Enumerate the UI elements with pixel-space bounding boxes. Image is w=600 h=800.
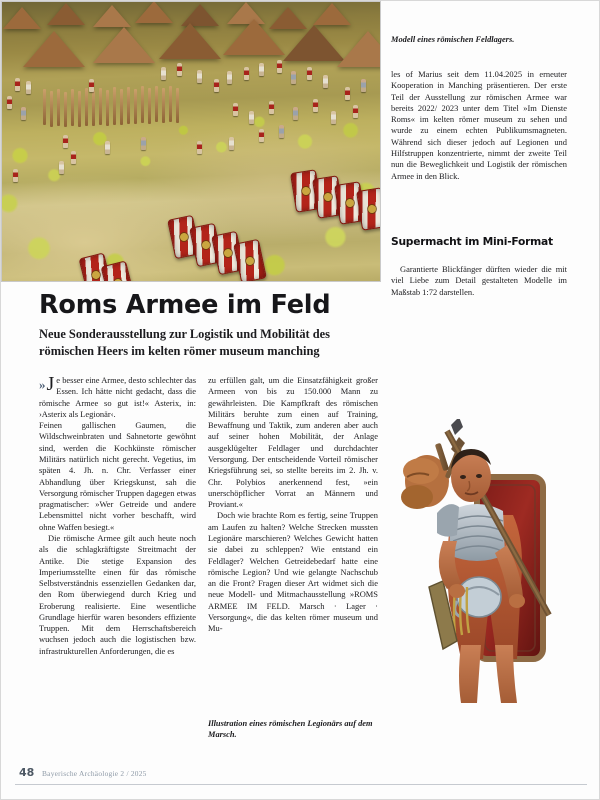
head (451, 449, 491, 502)
palisade-stake (106, 90, 109, 126)
palisade-stake (162, 88, 165, 123)
drop-cap: J (46, 373, 55, 395)
palisade-stake (64, 92, 67, 127)
tent-roof (93, 5, 131, 27)
tent-roof (47, 3, 85, 25)
miniature-figure (13, 169, 18, 182)
palisade-stake (92, 90, 95, 126)
miniature-figure (269, 101, 274, 114)
hand-right (509, 594, 525, 608)
palisade-stake (113, 87, 116, 125)
page-number: 48 (19, 766, 35, 779)
section-subhead: Supermacht im Mini-Format (391, 235, 553, 248)
page-title: Roms Armee im Feld (39, 290, 331, 320)
leg-left (459, 645, 481, 703)
palisade-stake (85, 88, 88, 126)
paragraph: Doch wie brachte Rom es fertig, seine Truppen am Laufen zu halten? Welche Strecken mussten Legionäre marschieren? Welches Gewicht hatten sie dabei zu schleppen? Wie entstand ein Feldlager? Welchen Getreidebedarf hatte eine römische Legion? Und wie gelangte Nachschub an die Front? Fragen dieser Art widmet sich die neue Modell- und Mitmachausstellung »ROMS ARMEE IM FELD. Marsch · Lager · Versorgung«, die das kelten römer museum und Mu- (208, 510, 378, 634)
text-column-3-continued (391, 264, 567, 298)
caption-legionary: Illustration eines römischen Legionärs auf dem Marsch. (208, 719, 373, 740)
miniature-figure (7, 96, 12, 109)
miniature-figure (105, 141, 110, 154)
legionary-illustration (399, 419, 583, 715)
camp-model-photo (1, 1, 381, 282)
miniature-figure (244, 67, 249, 80)
miniature-figure (277, 60, 282, 73)
palisade-stake (176, 88, 179, 123)
tent-roof (23, 31, 85, 67)
miniature-figure (26, 81, 31, 94)
lead-paragraph-text: e besser eine Armee, desto schlechter das Essen. Ich hätte nicht gedacht, dass die römische Armee so gut ist!« Asterix, in: ›Asterix als Legionär‹. (39, 375, 196, 419)
miniature-figure (293, 107, 298, 120)
paragraph: zu erfüllen galt, um die Einsatzfähigkeit großer Armeen von bis zu 150.000 Mann zu gewährleisten. Die Kampfkraft des römischen Militärs beruhte zum einen auf Training, Bewaffnung und Taktik, zum anderen aber auch auf seiner hohen Mobilität, der Anlage ausgeklügelter Feldlager und durchdachter Versorgung. Der entscheidende Vorteil römischer Kriegsführung sei, so stellte bereits im 2. Jh. v. Chr. Polybios anerkennend fest, »ein unerschöpflicher Vorrat an Männern und Proviant.« (208, 375, 378, 510)
tent-roof (159, 23, 221, 59)
text-column-3 (391, 69, 567, 182)
palisade-stake (120, 89, 123, 125)
miniature-figure (71, 151, 76, 164)
hand-left (449, 584, 465, 598)
miniature-figure (323, 75, 328, 88)
miniature-figure (249, 111, 254, 124)
lead-paragraph (39, 375, 196, 420)
miniature-figure (63, 135, 68, 148)
miniature-figure (161, 67, 166, 80)
miniature-figure (227, 71, 232, 84)
palisade-stake (127, 87, 130, 124)
palisade-stake (155, 86, 158, 122)
tent-roof (135, 1, 173, 23)
miniature-figure (259, 129, 264, 142)
miniature-figure (279, 125, 284, 138)
running-head: Bayerische Archäologie 2 / 2025 (42, 769, 147, 778)
palisade-stake (43, 89, 46, 125)
tent-roof (3, 7, 41, 29)
paragraph: Die römische Armee gilt auch heute noch als die schlagkräftigste Streitmacht der Antike. Die stetige Expansion des Imperiumsstellte einen für das römische Selbstverständnis essenziellen Gedanken dar, den Rom überwiegend durch Krieg und Eroberung realisierte. Eine wesentliche Grundlage hierfür waren besonders effiziente Truppen. Mit dem Herrschaftsbereich wuchsen jedoch auch die logistischen bzw. infrastrukturellen Anforderungen, die es (39, 532, 196, 656)
miniature-figure (59, 161, 64, 174)
miniature-figure (353, 105, 358, 118)
text-column-2 (208, 375, 378, 634)
palisade-stake (141, 86, 144, 123)
pilum-head (451, 419, 463, 435)
palisade-stake (57, 89, 60, 126)
palisade-stake (148, 88, 151, 124)
miniature-figure (197, 70, 202, 83)
palisade-stake (134, 89, 137, 124)
miniature-figure (361, 79, 366, 92)
miniature-figure (21, 107, 26, 120)
tent-roof (337, 31, 381, 67)
miniature-figure (307, 67, 312, 80)
palisade-stake (78, 91, 81, 127)
miniature-figure (313, 99, 318, 112)
tent-roof (313, 3, 351, 25)
footer-divider (15, 784, 587, 785)
miniature-figure (345, 87, 350, 100)
paragraph: les of Marius seit dem 11.04.2025 in erneuter Kooperation in Manching präsentieren. Der erste Teil der Ausstellung zur römischen Armee war bereits 2022/ 2023 unter dem Titel »Im Dienste Roms« im kelten römer museum zu sehen und wurde zu einem echten Publikumsmagneten. Während sich dieser jedoch auf Legionen und Hilfstruppen konzentrierte, nimmt der zweite Teil nun die Beweglichkeit und Logistik der römischen Armee in den Blick. (391, 69, 567, 181)
miniature-figure (141, 137, 146, 150)
standfirst: Neue Sonderausstellung zur Logistik und Mobilität des römischen Heers im kelten römer museum manching (39, 327, 330, 358)
palisade-stake (169, 86, 172, 122)
miniature-figure (197, 141, 202, 154)
miniature-figure (331, 111, 336, 124)
palisade-stake (99, 88, 102, 125)
tent-roof (223, 19, 285, 55)
tent-roof (283, 25, 345, 61)
miniature-figure (233, 103, 238, 116)
palisade-stake (71, 89, 74, 126)
miniature-figure (291, 71, 296, 84)
text-column-1 (39, 375, 196, 657)
miniature-figure (259, 63, 264, 76)
miniature-figure (177, 63, 182, 76)
miniature-figure (89, 79, 94, 92)
caption-camp-model: Modell eines römischen Feldlagers. (391, 35, 515, 44)
shoulder-plate (437, 504, 459, 537)
guillemet-mark: » (39, 377, 46, 392)
paragraph: Feinen gallischen Gaumen, die Wildschweinbraten und Sahnetorte gewöhnt sind, werden die Kochkünste römischer Militärs natürlich nicht gerecht. Vegetius, im späten 4. Jh. n. Chr. Verfasser einer Abhandlung über Kriegskunst, sah die Versorgung römischer Truppen dagegen etwas pragmatischer: »Wer Getreide und andere Lebensmittel nicht vorher beschafft, wird ohne Waffen besiegt.« (39, 420, 196, 532)
tent-roof (93, 27, 155, 63)
miniature-figure (15, 78, 20, 91)
paragraph: Garantierte Blickfänger dürften wieder die mit viel Liebe zum Detail gestalteten Modelle im Maßstab 1:72 darstellen. (391, 264, 567, 297)
palisade-stake (50, 91, 53, 127)
miniature-figure (214, 79, 219, 92)
miniature-figure (229, 137, 234, 150)
